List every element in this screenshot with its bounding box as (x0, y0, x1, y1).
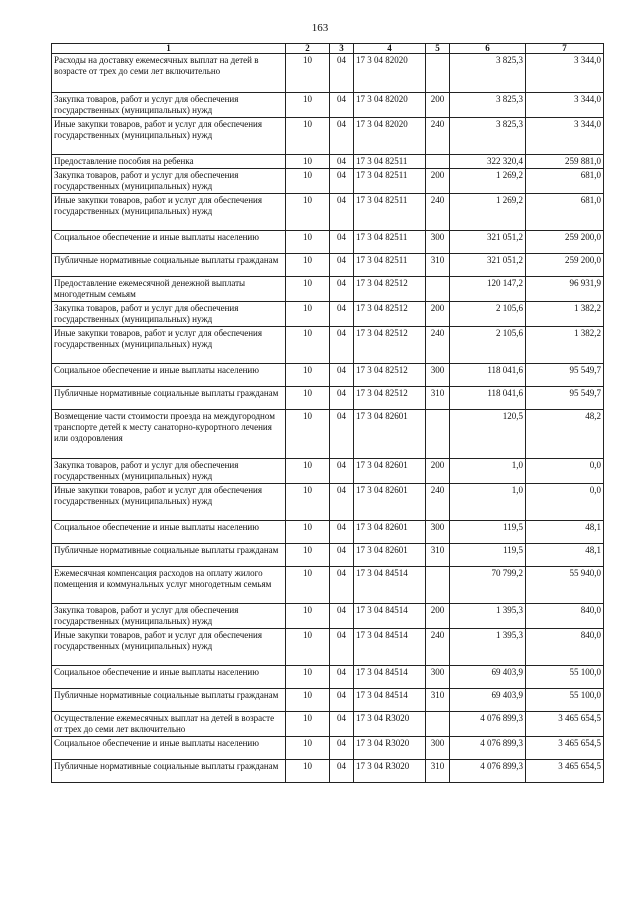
expense-type-cell (426, 155, 450, 169)
amount-col7-cell: 48,2 (526, 410, 604, 459)
amount-col7-cell: 96 931,9 (526, 277, 604, 302)
amount-col6-cell: 1,0 (450, 484, 526, 521)
expense-name-cell: Предоставление пособия на ребенка (52, 155, 286, 169)
expense-type-cell: 310 (426, 544, 450, 567)
amount-col6-cell: 4 076 899,3 (450, 737, 526, 760)
expense-name-cell: Социальное обеспечение и иные выплаты населению (52, 666, 286, 689)
amount-col6-cell: 120,5 (450, 410, 526, 459)
expense-type-cell: 300 (426, 231, 450, 254)
amount-col6-cell: 118 041,6 (450, 387, 526, 410)
amount-col7-cell: 840,0 (526, 604, 604, 629)
table-row (52, 302, 604, 327)
table-row (52, 737, 604, 760)
table-row (52, 544, 604, 567)
section-code-cell: 10 (286, 737, 330, 760)
amount-col6-cell: 70 799,2 (450, 567, 526, 604)
target-article-cell: 17 3 04 84514 (354, 666, 426, 689)
amount-col6-cell: 119,5 (450, 521, 526, 544)
table-row (52, 760, 604, 783)
amount-col7-cell: 3 465 654,5 (526, 760, 604, 783)
expense-type-cell (426, 410, 450, 459)
table-row (52, 567, 604, 604)
expense-name-cell: Закупка товаров, работ и услуг для обеспечения государственных (муниципальных) нужд (52, 604, 286, 629)
amount-col6-cell: 69 403,9 (450, 689, 526, 712)
amount-col7-cell: 48,1 (526, 521, 604, 544)
section-code-cell: 10 (286, 194, 330, 231)
table-row (52, 254, 604, 277)
table-row (52, 484, 604, 521)
target-article-cell: 17 3 04 84514 (354, 689, 426, 712)
section-code-cell: 10 (286, 364, 330, 387)
expense-type-cell: 310 (426, 760, 450, 783)
target-article-cell: 17 3 04 82601 (354, 521, 426, 544)
subsection-code-cell: 04 (330, 387, 354, 410)
amount-col6-cell: 69 403,9 (450, 666, 526, 689)
table-row (52, 387, 604, 410)
section-code-cell: 10 (286, 327, 330, 364)
column-header-1: 1 (52, 44, 286, 54)
amount-col7-cell: 259 881,0 (526, 155, 604, 169)
amount-col6-cell: 1 395,3 (450, 604, 526, 629)
amount-col6-cell: 3 825,3 (450, 54, 526, 93)
table-row (52, 459, 604, 484)
table-row (52, 277, 604, 302)
expense-name-cell: Иные закупки товаров, работ и услуг для обеспечения государственных (муниципальных) нужд (52, 118, 286, 155)
subsection-code-cell: 04 (330, 737, 354, 760)
table-row (52, 521, 604, 544)
table-row (52, 155, 604, 169)
column-header-5: 5 (426, 44, 450, 54)
expense-type-cell (426, 277, 450, 302)
expense-type-cell (426, 567, 450, 604)
amount-col6-cell: 119,5 (450, 544, 526, 567)
table-row (52, 118, 604, 155)
expense-name-cell: Предоставление ежемесячной денежной выплаты многодетным семьям (52, 277, 286, 302)
expense-name-cell: Закупка товаров, работ и услуг для обеспечения государственных (муниципальных) нужд (52, 459, 286, 484)
subsection-code-cell: 04 (330, 302, 354, 327)
amount-col7-cell: 3 344,0 (526, 118, 604, 155)
expense-type-cell: 300 (426, 364, 450, 387)
amount-col6-cell: 4 076 899,3 (450, 712, 526, 737)
section-code-cell: 10 (286, 93, 330, 118)
target-article-cell: 17 3 04 82511 (354, 231, 426, 254)
expense-name-cell: Публичные нормативные социальные выплаты гражданам (52, 387, 286, 410)
expense-type-cell: 240 (426, 118, 450, 155)
amount-col7-cell: 3 465 654,5 (526, 737, 604, 760)
expense-type-cell: 300 (426, 737, 450, 760)
expense-name-cell: Иные закупки товаров, работ и услуг для обеспечения государственных (муниципальных) нужд (52, 327, 286, 364)
expense-name-cell: Расходы на доставку ежемесячных выплат на детей в возрасте от трех до семи лет включительно (52, 54, 286, 93)
target-article-cell: 17 3 04 82020 (354, 54, 426, 93)
subsection-code-cell: 04 (330, 327, 354, 364)
subsection-code-cell: 04 (330, 604, 354, 629)
target-article-cell: 17 3 04 84514 (354, 629, 426, 666)
expense-name-cell: Осуществление ежемесячных выплат на детей в возрасте от трех до семи лет включительно (52, 712, 286, 737)
amount-col7-cell: 3 344,0 (526, 54, 604, 93)
amount-col7-cell: 55 940,0 (526, 567, 604, 604)
section-code-cell: 10 (286, 760, 330, 783)
expense-type-cell: 200 (426, 459, 450, 484)
amount-col7-cell: 3 465 654,5 (526, 712, 604, 737)
expense-type-cell: 310 (426, 254, 450, 277)
column-header-2: 2 (286, 44, 330, 54)
table-row (52, 410, 604, 459)
target-article-cell: 17 3 04 84514 (354, 604, 426, 629)
amount-col7-cell: 259 200,0 (526, 254, 604, 277)
amount-col7-cell: 48,1 (526, 544, 604, 567)
amount-col6-cell: 321 051,2 (450, 254, 526, 277)
amount-col7-cell: 95 549,7 (526, 387, 604, 410)
column-header-7: 7 (526, 44, 604, 54)
table-row (52, 666, 604, 689)
column-header-6: 6 (450, 44, 526, 54)
expense-name-cell: Возмещение части стоимости проезда на междугородном транспорте детей к месту санаторно-курортного лечения или оздоровления (52, 410, 286, 459)
target-article-cell: 17 3 04 82512 (354, 327, 426, 364)
section-code-cell: 10 (286, 410, 330, 459)
subsection-code-cell: 04 (330, 629, 354, 666)
amount-col6-cell: 118 041,6 (450, 364, 526, 387)
amount-col6-cell: 1 269,2 (450, 194, 526, 231)
table-row (52, 231, 604, 254)
expense-name-cell: Социальное обеспечение и иные выплаты населению (52, 737, 286, 760)
subsection-code-cell: 04 (330, 277, 354, 302)
expense-name-cell: Публичные нормативные социальные выплаты гражданам (52, 760, 286, 783)
table-row (52, 54, 604, 93)
column-header-4: 4 (354, 44, 426, 54)
section-code-cell: 10 (286, 277, 330, 302)
expense-type-cell: 240 (426, 194, 450, 231)
expense-name-cell: Ежемесячная компенсация расходов на оплату жилого помещения и коммунальных услуг многодетным семьям (52, 567, 286, 604)
subsection-code-cell: 04 (330, 54, 354, 93)
section-code-cell: 10 (286, 231, 330, 254)
expense-type-cell: 200 (426, 93, 450, 118)
target-article-cell: 17 3 04 82512 (354, 302, 426, 327)
amount-col6-cell: 321 051,2 (450, 231, 526, 254)
amount-col7-cell: 259 200,0 (526, 231, 604, 254)
amount-col7-cell: 95 549,7 (526, 364, 604, 387)
table-row (52, 327, 604, 364)
subsection-code-cell: 04 (330, 169, 354, 194)
expense-name-cell: Закупка товаров, работ и услуг для обеспечения государственных (муниципальных) нужд (52, 302, 286, 327)
expense-type-cell: 240 (426, 629, 450, 666)
target-article-cell: 17 3 04 R3020 (354, 760, 426, 783)
amount-col6-cell: 2 105,6 (450, 302, 526, 327)
section-code-cell: 10 (286, 521, 330, 544)
amount-col6-cell: 3 825,3 (450, 93, 526, 118)
section-code-cell: 10 (286, 604, 330, 629)
expense-type-cell: 300 (426, 521, 450, 544)
subsection-code-cell: 04 (330, 484, 354, 521)
amount-col7-cell: 0,0 (526, 459, 604, 484)
section-code-cell: 10 (286, 666, 330, 689)
section-code-cell: 10 (286, 54, 330, 93)
amount-col7-cell: 3 344,0 (526, 93, 604, 118)
expense-name-cell: Социальное обеспечение и иные выплаты населению (52, 231, 286, 254)
subsection-code-cell: 04 (330, 254, 354, 277)
expense-name-cell: Социальное обеспечение и иные выплаты населению (52, 364, 286, 387)
amount-col6-cell: 1 395,3 (450, 629, 526, 666)
table-row (52, 712, 604, 737)
target-article-cell: 17 3 04 82020 (354, 93, 426, 118)
target-article-cell: 17 3 04 82511 (354, 254, 426, 277)
target-article-cell: 17 3 04 82511 (354, 155, 426, 169)
section-code-cell: 10 (286, 544, 330, 567)
amount-col7-cell: 840,0 (526, 629, 604, 666)
expense-name-cell: Публичные нормативные социальные выплаты гражданам (52, 544, 286, 567)
target-article-cell: 17 3 04 82512 (354, 387, 426, 410)
subsection-code-cell: 04 (330, 544, 354, 567)
subsection-code-cell: 04 (330, 567, 354, 604)
section-code-cell: 10 (286, 254, 330, 277)
subsection-code-cell: 04 (330, 666, 354, 689)
subsection-code-cell: 04 (330, 231, 354, 254)
target-article-cell: 17 3 04 82601 (354, 410, 426, 459)
section-code-cell: 10 (286, 484, 330, 521)
section-code-cell: 10 (286, 689, 330, 712)
section-code-cell: 10 (286, 567, 330, 604)
expense-type-cell: 240 (426, 484, 450, 521)
subsection-code-cell: 04 (330, 521, 354, 544)
section-code-cell: 10 (286, 712, 330, 737)
section-code-cell: 10 (286, 155, 330, 169)
amount-col7-cell: 55 100,0 (526, 666, 604, 689)
section-code-cell: 10 (286, 629, 330, 666)
target-article-cell: 17 3 04 82601 (354, 544, 426, 567)
target-article-cell: 17 3 04 82601 (354, 484, 426, 521)
amount-col7-cell: 1 382,2 (526, 327, 604, 364)
amount-col6-cell: 1 269,2 (450, 169, 526, 194)
amount-col6-cell: 120 147,2 (450, 277, 526, 302)
expense-type-cell: 240 (426, 327, 450, 364)
table-header-row (52, 44, 604, 54)
table-row (52, 629, 604, 666)
target-article-cell: 17 3 04 82020 (354, 118, 426, 155)
amount-col7-cell: 681,0 (526, 194, 604, 231)
expense-name-cell: Закупка товаров, работ и услуг для обеспечения государственных (муниципальных) нужд (52, 93, 286, 118)
table-row (52, 194, 604, 231)
subsection-code-cell: 04 (330, 760, 354, 783)
expense-name-cell: Иные закупки товаров, работ и услуг для обеспечения государственных (муниципальных) нужд (52, 484, 286, 521)
table-row (52, 604, 604, 629)
target-article-cell: 17 3 04 82601 (354, 459, 426, 484)
section-code-cell: 10 (286, 459, 330, 484)
table-row (52, 93, 604, 118)
amount-col7-cell: 1 382,2 (526, 302, 604, 327)
page-number: 163 (311, 22, 329, 34)
target-article-cell: 17 3 04 R3020 (354, 737, 426, 760)
subsection-code-cell: 04 (330, 194, 354, 231)
expense-name-cell: Публичные нормативные социальные выплаты гражданам (52, 689, 286, 712)
subsection-code-cell: 04 (330, 364, 354, 387)
subsection-code-cell: 04 (330, 459, 354, 484)
expense-type-cell: 200 (426, 604, 450, 629)
target-article-cell: 17 3 04 82512 (354, 277, 426, 302)
expense-type-cell: 310 (426, 387, 450, 410)
subsection-code-cell: 04 (330, 689, 354, 712)
amount-col7-cell: 0,0 (526, 484, 604, 521)
amount-col6-cell: 3 825,3 (450, 118, 526, 155)
target-article-cell: 17 3 04 82512 (354, 364, 426, 387)
expense-type-cell: 300 (426, 666, 450, 689)
expense-name-cell: Закупка товаров, работ и услуг для обеспечения государственных (муниципальных) нужд (52, 169, 286, 194)
section-code-cell: 10 (286, 387, 330, 410)
column-header-3: 3 (330, 44, 354, 54)
budget-table (51, 43, 604, 783)
table-body (52, 54, 604, 783)
target-article-cell: 17 3 04 84514 (354, 567, 426, 604)
expense-type-cell (426, 712, 450, 737)
subsection-code-cell: 04 (330, 712, 354, 737)
amount-col6-cell: 4 076 899,3 (450, 760, 526, 783)
subsection-code-cell: 04 (330, 155, 354, 169)
subsection-code-cell: 04 (330, 410, 354, 459)
target-article-cell: 17 3 04 R3020 (354, 712, 426, 737)
table-row (52, 364, 604, 387)
amount-col6-cell: 1,0 (450, 459, 526, 484)
expense-type-cell: 310 (426, 689, 450, 712)
amount-col7-cell: 55 100,0 (526, 689, 604, 712)
expense-type-cell: 200 (426, 169, 450, 194)
amount-col6-cell: 322 320,4 (450, 155, 526, 169)
target-article-cell: 17 3 04 82511 (354, 194, 426, 231)
table-row (52, 689, 604, 712)
expense-name-cell: Иные закупки товаров, работ и услуг для обеспечения государственных (муниципальных) нужд (52, 629, 286, 666)
section-code-cell: 10 (286, 118, 330, 155)
expense-name-cell: Социальное обеспечение и иные выплаты населению (52, 521, 286, 544)
target-article-cell: 17 3 04 82511 (354, 169, 426, 194)
section-code-cell: 10 (286, 169, 330, 194)
expense-name-cell: Иные закупки товаров, работ и услуг для обеспечения государственных (муниципальных) нужд (52, 194, 286, 231)
subsection-code-cell: 04 (330, 118, 354, 155)
section-code-cell: 10 (286, 302, 330, 327)
expense-type-cell: 200 (426, 302, 450, 327)
amount-col6-cell: 2 105,6 (450, 327, 526, 364)
expense-name-cell: Публичные нормативные социальные выплаты гражданам (52, 254, 286, 277)
amount-col7-cell: 681,0 (526, 169, 604, 194)
subsection-code-cell: 04 (330, 93, 354, 118)
expense-type-cell (426, 54, 450, 93)
table-row (52, 169, 604, 194)
